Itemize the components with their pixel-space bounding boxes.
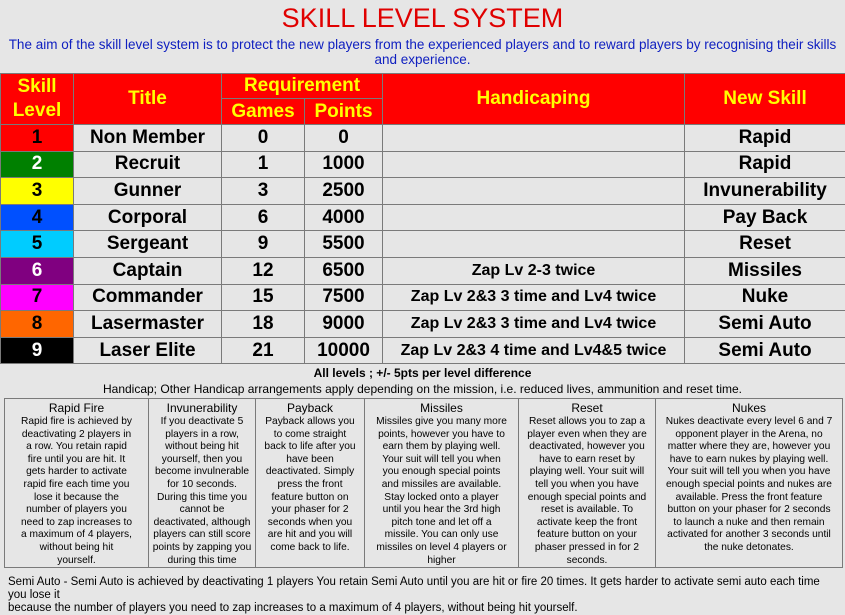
header-requirement: Requirement <box>222 74 383 99</box>
title-cell: Non Member <box>74 125 222 152</box>
level-cell: 5 <box>1 231 74 258</box>
skill-heading: Nukes <box>659 401 839 415</box>
semi-auto-body: - Semi Auto is achieved by deactivating 1 players You retain Semi Auto until you are hit or fire 20 times. It gets harder to activate semi auto each time you lose it because the number of players you need to zap increases to a maximum of 4 players, without being hit yourself. <box>8 576 820 614</box>
title-cell: Commander <box>74 284 222 311</box>
points-cell: 9000 <box>305 311 383 338</box>
level-cell: 9 <box>1 337 74 364</box>
new-skill-cell: Semi Auto <box>685 311 845 338</box>
points-cell: 0 <box>305 125 383 152</box>
level-cell: 1 <box>1 125 74 152</box>
title-cell: Laser Elite <box>74 337 222 364</box>
points-cell: 7500 <box>305 284 383 311</box>
intro-text: The aim of the skill level system is to protect the new players from the experienced players and to reward players by recognising their skills and experience. <box>4 37 841 67</box>
header-new-skill: New Skill <box>685 74 845 125</box>
games-cell: 12 <box>222 257 305 284</box>
games-cell: 18 <box>222 311 305 338</box>
table-row <box>1 125 845 152</box>
table-row <box>1 204 845 231</box>
header-games: Games <box>222 99 305 125</box>
level-cell: 6 <box>1 257 74 284</box>
skill-heading: Payback <box>259 401 361 415</box>
skill-missiles <box>365 398 519 568</box>
skill-heading: Rapid Fire <box>8 401 145 415</box>
new-skill-cell: Nuke <box>685 284 845 311</box>
new-skill-cell: Semi Auto <box>685 337 845 364</box>
handicap-cell: Zap Lv 2-3 twice <box>383 257 685 284</box>
skill-payback <box>256 398 365 568</box>
header-title: Title <box>74 74 222 125</box>
handicap-note: Handicap; Other Handicap arrangements apply depending on the mission, i.e. reduced lives, ammunition and reset time. <box>0 382 845 396</box>
handicap-cell: Zap Lv 2&3 4 time and Lv4&5 twice <box>383 337 685 364</box>
header-points: Points <box>305 99 383 125</box>
all-levels-note: All levels ; +/- 5pts per level difference <box>0 366 845 380</box>
skill-body: Reset allows you to zap a player even when they are deactivated, however you have to earn reset by playing well. Your suit will tell you when you have enough special points and reset is available. To activate keep the front feature button on your phaser pressed in for 2 seconds. <box>522 416 652 567</box>
title-cell: Lasermaster <box>74 311 222 338</box>
table-row <box>1 284 845 311</box>
skill-heading: Missiles <box>368 401 515 415</box>
points-cell: 6500 <box>305 257 383 284</box>
games-cell: 9 <box>222 231 305 258</box>
new-skill-cell: Pay Back <box>685 204 845 231</box>
points-cell: 10000 <box>305 337 383 364</box>
semi-auto-description <box>8 576 838 615</box>
games-cell: 0 <box>222 125 305 152</box>
games-cell: 6 <box>222 204 305 231</box>
games-cell: 1 <box>222 151 305 178</box>
level-cell: 8 <box>1 311 74 338</box>
skill-body: If you deactivate 5 players in a row, without being hit yourself, then you become invulnerable for 10 seconds. During this time you cannot be deactivated, although players can still score points by zapping you during this time <box>152 416 252 567</box>
table-row <box>1 337 845 364</box>
points-cell: 4000 <box>305 204 383 231</box>
skill-heading: Invunerability <box>152 401 252 415</box>
new-skill-cell: Reset <box>685 231 845 258</box>
skill-nukes <box>656 398 843 568</box>
level-cell: 2 <box>1 151 74 178</box>
new-skill-cell: Rapid <box>685 151 845 178</box>
skill-body: Missiles give you many more points, however you have to earn them by playing well. Your suit will tell you when you enough special points and missiles are available. Stay locked onto a player until you hear the 3rd high pitch tone and let off a missile. You can only use missiles on level 4 players or higher <box>368 416 515 567</box>
level-cell: 7 <box>1 284 74 311</box>
title-cell: Sergeant <box>74 231 222 258</box>
skill-descriptions <box>4 398 843 568</box>
level-cell: 3 <box>1 178 74 205</box>
header-skill-level: Skill Level <box>1 74 74 125</box>
title-cell: Corporal <box>74 204 222 231</box>
handicap-cell <box>383 231 685 258</box>
new-skill-cell: Rapid <box>685 125 845 152</box>
title-cell: Recruit <box>74 151 222 178</box>
handicap-cell <box>383 204 685 231</box>
skill-heading: Reset <box>522 401 652 415</box>
page-title: SKILL LEVEL SYSTEM <box>0 2 845 34</box>
games-cell: 3 <box>222 178 305 205</box>
handicap-cell: Zap Lv 2&3 3 time and Lv4 twice <box>383 284 685 311</box>
header-handicaping: Handicaping <box>383 74 685 125</box>
skill-body: Nukes deactivate every level 6 and 7 opponent player in the Arena, no matter where they are, however you have to earn nukes by playing well. Your suit will tell you when you have enough special points and nukes are available. Press the front feature button on your phaser for 2 seconds to launch a nuke and then remain activated for another 3 seconds until the nuke detonates. <box>659 416 839 555</box>
table-row <box>1 178 845 205</box>
level-cell: 4 <box>1 204 74 231</box>
semi-auto-heading: Semi Auto <box>8 576 60 588</box>
skill-body: Payback allows you to come straight back to life after you have been deactivated. Simply press the front feature button on your phaser for 2 seconds when you are hit and you will come back to life. <box>259 416 361 555</box>
table-row <box>1 311 845 338</box>
handicap-cell <box>383 151 685 178</box>
new-skill-cell: Missiles <box>685 257 845 284</box>
skill-level-table <box>0 73 845 364</box>
table-row <box>1 231 845 258</box>
new-skill-cell: Invunerability <box>685 178 845 205</box>
skill-body: Rapid fire is achieved by deactivating 2 players in a row. You retain rapid fire until you are hit. It gets harder to activate rapid fire each time you lose it because the number of players you need to zap increases to a maximum of 4 players, without being hit yourself. <box>8 416 145 567</box>
title-cell: Gunner <box>74 178 222 205</box>
skill-invunerability <box>149 398 256 568</box>
table-row <box>1 257 845 284</box>
table-row <box>1 151 845 178</box>
handicap-cell <box>383 178 685 205</box>
points-cell: 2500 <box>305 178 383 205</box>
skill-rapid-fire <box>5 398 149 568</box>
points-cell: 1000 <box>305 151 383 178</box>
games-cell: 15 <box>222 284 305 311</box>
title-cell: Captain <box>74 257 222 284</box>
games-cell: 21 <box>222 337 305 364</box>
handicap-cell <box>383 125 685 152</box>
skill-reset <box>519 398 656 568</box>
points-cell: 5500 <box>305 231 383 258</box>
handicap-cell: Zap Lv 2&3 3 time and Lv4 twice <box>383 311 685 338</box>
